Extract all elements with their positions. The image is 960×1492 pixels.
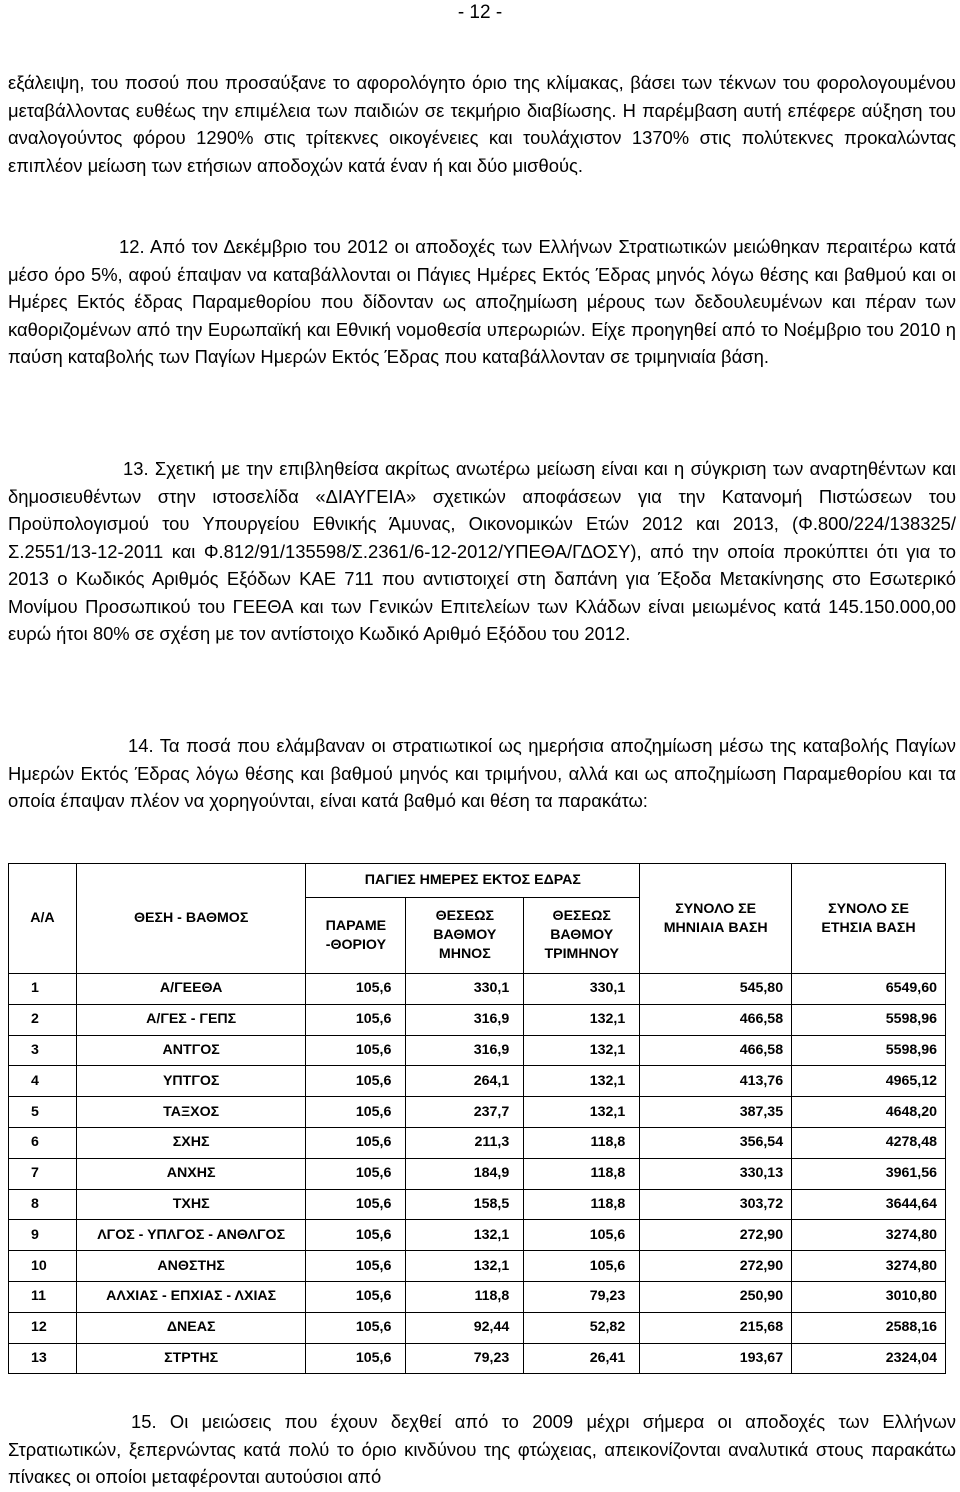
row-border: 105,6: [306, 1312, 406, 1343]
row-yearly-total: 4965,12: [792, 1066, 946, 1097]
row-monthly-total: 272,90: [640, 1220, 792, 1251]
row-yearly-total: 3274,80: [792, 1251, 946, 1282]
header-quarter: [524, 898, 640, 974]
table-row: [9, 1004, 946, 1035]
row-monthly-total: 466,58: [640, 1035, 792, 1066]
table-row: [9, 1066, 946, 1097]
row-number: 5: [9, 1097, 77, 1128]
row-monthly-total: 330,13: [640, 1158, 792, 1189]
header-monthly-total: [640, 864, 792, 974]
row-monthly-total: 215,68: [640, 1312, 792, 1343]
row-position: ΑΝΤΓΟΣ: [76, 1035, 306, 1066]
table-row: [9, 1035, 946, 1066]
header-fixed-days-group: ΠΑΓΙΕΣ ΗΜΕΡΕΣ ΕΚΤΟΣ ΕΔΡΑΣ: [306, 864, 640, 898]
page-number: - 12 -: [457, 2, 503, 23]
row-position: Α/ΓΕΕΘΑ: [76, 974, 306, 1005]
row-month: 264,1: [406, 1066, 524, 1097]
row-border: 105,6: [306, 1066, 406, 1097]
row-month: 330,1: [406, 974, 524, 1005]
row-month: 316,9: [406, 1035, 524, 1066]
row-monthly-total: 413,76: [640, 1066, 792, 1097]
table-row: [9, 1127, 946, 1158]
row-number: 4: [9, 1066, 77, 1097]
header-quarter-text: ΘΕΣΕΩΣ ΒΑΘΜΟΥ ΤΡΙΜΗΝΟΥ: [544, 908, 619, 962]
row-position: ΣΧΗΣ: [76, 1127, 306, 1158]
row-quarter: 132,1: [524, 1066, 640, 1097]
header-border: [306, 898, 406, 974]
row-border: 105,6: [306, 1127, 406, 1158]
table-row: [9, 1097, 946, 1128]
row-number: 12: [9, 1312, 77, 1343]
row-quarter: 79,23: [524, 1281, 640, 1312]
row-position: ΥΠΤΓΟΣ: [76, 1066, 306, 1097]
row-yearly-total: 3644,64: [792, 1189, 946, 1220]
row-quarter: 118,8: [524, 1189, 640, 1220]
row-month: 132,1: [406, 1251, 524, 1282]
row-yearly-total: 4648,20: [792, 1097, 946, 1128]
table-row: [9, 1343, 946, 1374]
row-month: 92,44: [406, 1312, 524, 1343]
paragraph-14: 14. Τα ποσά που ελάμβαναν οι στρατιωτικοί ως ημερήσια αποζημίωση μέσω της καταβολής Παγίων Ημερών Εκτός Έδρας λόγω θέσης και βαθμού μηνός και τριμήνου, αλλά και ως αποζημίωση Παραμεθορίου και τα οποία έπαψαν πλέον να χορηγούνται, είναι κατά βαθμό και θέση τα παρακάτω:: [8, 735, 956, 811]
header-position: ΘΕΣΗ - ΒΑΘΜΟΣ: [76, 864, 306, 974]
row-month: 79,23: [406, 1343, 524, 1374]
row-number: 2: [9, 1004, 77, 1035]
row-monthly-total: 387,35: [640, 1097, 792, 1128]
row-quarter: 105,6: [524, 1251, 640, 1282]
row-position: ΑΝΘΣΤΗΣ: [76, 1251, 306, 1282]
row-quarter: 52,82: [524, 1312, 640, 1343]
row-month: 118,8: [406, 1281, 524, 1312]
header-border-text: ΠΑΡΑΜΕ -ΘΟΡΙΟΥ: [325, 917, 387, 953]
header-monthly-total-text: ΣΥΝΟΛΟ ΣΕ ΜΗΝΙΑΙΑ ΒΑΣΗ: [663, 900, 768, 936]
row-position: ΑΛΧΙΑΣ - ΕΠΧΙΑΣ - ΛΧΙΑΣ: [76, 1281, 306, 1312]
row-border: 105,6: [306, 1220, 406, 1251]
row-month: 237,7: [406, 1097, 524, 1128]
header-aa: Α/Α: [9, 864, 77, 974]
row-quarter: 118,8: [524, 1127, 640, 1158]
table-row: [9, 1281, 946, 1312]
paragraph-continuation: εξάλειψη, του ποσού που προσαύξανε το αφορολόγητο όριο της κλίμακας, βάσει των τέκνων του φορολογουμένου μεταβάλλοντας ευθέως την επιμέλεια των παιδιών σε τεκμήριο διαβίωσης. Η παρέμβαση αυτή επέφερε αύξηση του αναλογούντος φόρου 1290% στις τρίτεκνες οικογένειες και τουλάχιστον 1370% στις πολύτεκνες προκαλώντας επιπλέον μείωση των ετήσιων αποδοχών κατά έναν ή και δύο μισθούς.: [8, 72, 956, 176]
paragraph-13: 13. Σχετική με την επιβληθείσα ακρίτως ανωτέρω μείωση είναι και η σύγκριση των αναρτηθέντων και δημοσιευθέντων στην ιστοσελίδα «ΔΙΑΥΓΕΙΑ» σχετικών αποφάσεων για την Κατανομή Πιστώσεων του Προϋπολογισμού του Υπουργείου Εθνικής Άμυνας, Οικονομικών Ετών 2012 και 2013, (Φ.800/224/138325/Σ.2551/13-12-2011 και Φ.812/91/135598/Σ.2361/6-12-2012/ΥΠΕΘΑ/ΓΔΟΣΥ), από την οποία προκύπτει ότι για το 2013 ο Κωδικός Αριθμός Εξόδων ΚΑΕ 711 που αντιστοιχεί στη δαπάνη για Έξοδα Μετακίνησης στο Εσωτερικό Μονίμου Προσωπικού του ΓΕΕΘΑ και των Γενικών Επιτελείων των Κλάδων είναι μειωμένος κατά 145.150.000,00 ευρώ ήτοι 80% σε σχέση με τον αντίστοιχο Κωδικό Αριθμό Εξόδου του 2012.: [8, 458, 956, 644]
row-month: 184,9: [406, 1158, 524, 1189]
row-quarter: 132,1: [524, 1035, 640, 1066]
row-yearly-total: 2588,16: [792, 1312, 946, 1343]
row-monthly-total: 466,58: [640, 1004, 792, 1035]
row-number: 1: [9, 974, 77, 1005]
row-border: 105,6: [306, 1251, 406, 1282]
header-month: [406, 898, 524, 974]
row-position: ΔΝΕΑΣ: [76, 1312, 306, 1343]
row-number: 3: [9, 1035, 77, 1066]
row-month: 132,1: [406, 1220, 524, 1251]
row-monthly-total: 545,80: [640, 974, 792, 1005]
row-border: 105,6: [306, 974, 406, 1005]
allowance-table: [8, 863, 946, 1374]
row-border: 105,6: [306, 1097, 406, 1128]
row-month: 211,3: [406, 1127, 524, 1158]
row-yearly-total: 2324,04: [792, 1343, 946, 1374]
row-yearly-total: 5598,96: [792, 1035, 946, 1066]
row-monthly-total: 193,67: [640, 1343, 792, 1374]
paragraph-12: 12. Από τον Δεκέμβριο του 2012 οι αποδοχές των Ελλήνων Στρατιωτικών μειώθηκαν περαιτέρω κατά μέσο όρο 5%, αφού έπαψαν να καταβάλλονται οι Πάγιες Ημέρες Εκτός Έδρας μηνός λόγω θέσης και βαθμού και οι Ημέρες Εκτός έδρας Παραμεθορίου που δίδονταν ως αποζημίωση μέρους των δεδουλευμένων και πέραν των καθοριζομένων από την Ευρωπαϊκή και Εθνική νομοθεσία υπερωριών. Είχε προηγηθεί από το Νοέμβριο του 2010 η παύση καταβολής των Παγίων Ημερών Εκτός Έδρας που καταβάλλονταν σε τριμηνιαία βάση.: [8, 236, 956, 367]
row-border: 105,6: [306, 1189, 406, 1220]
table-row: [9, 1312, 946, 1343]
header-yearly-total: [792, 864, 946, 974]
row-number: 7: [9, 1158, 77, 1189]
row-yearly-total: 3961,56: [792, 1158, 946, 1189]
row-position: ΑΝΧΗΣ: [76, 1158, 306, 1189]
row-border: 105,6: [306, 1004, 406, 1035]
row-border: 105,6: [306, 1158, 406, 1189]
row-monthly-total: 303,72: [640, 1189, 792, 1220]
row-number: 11: [9, 1281, 77, 1312]
row-quarter: 105,6: [524, 1220, 640, 1251]
row-yearly-total: 4278,48: [792, 1127, 946, 1158]
row-yearly-total: 3274,80: [792, 1220, 946, 1251]
row-month: 316,9: [406, 1004, 524, 1035]
row-border: 105,6: [306, 1035, 406, 1066]
row-position: ΣΤΡΤΗΣ: [76, 1343, 306, 1374]
row-position: Α/ΓΕΣ - ΓΕΠΣ: [76, 1004, 306, 1035]
row-quarter: 118,8: [524, 1158, 640, 1189]
paragraph-15: 15. Οι μειώσεις που έχουν δεχθεί από το 2009 μέχρι σήμερα οι αποδοχές των Ελλήνων Στρατιωτικών, ξεπερνώντας κατά πολύ το όριο κινδύνου της φτώχειας, απεικονίζονται αναλυτικά στους παρακάτω πίνακες οι οποίοι μεταφέρονται αυτούσιοι από: [8, 1411, 956, 1487]
row-yearly-total: 6549,60: [792, 974, 946, 1005]
table-row: [9, 974, 946, 1005]
row-monthly-total: 272,90: [640, 1251, 792, 1282]
row-quarter: 132,1: [524, 1004, 640, 1035]
row-month: 158,5: [406, 1189, 524, 1220]
row-quarter: 26,41: [524, 1343, 640, 1374]
row-number: 6: [9, 1127, 77, 1158]
row-yearly-total: 3010,80: [792, 1281, 946, 1312]
header-yearly-total-text: ΣΥΝΟΛΟ ΣΕ ΕΤΗΣΙΑ ΒΑΣΗ: [821, 900, 916, 936]
row-border: 105,6: [306, 1343, 406, 1374]
row-number: 9: [9, 1220, 77, 1251]
row-quarter: 132,1: [524, 1097, 640, 1128]
row-yearly-total: 5598,96: [792, 1004, 946, 1035]
table-row: [9, 1189, 946, 1220]
table-row: [9, 1251, 946, 1282]
row-position: ΛΓΟΣ - ΥΠΛΓΟΣ - ΑΝΘΛΓΟΣ: [76, 1220, 306, 1251]
row-number: 10: [9, 1251, 77, 1282]
table-row: [9, 1158, 946, 1189]
row-position: ΤΧΗΣ: [76, 1189, 306, 1220]
table-row: [9, 1220, 946, 1251]
row-number: 13: [9, 1343, 77, 1374]
row-position: ΤΑΞΧΟΣ: [76, 1097, 306, 1128]
row-border: 105,6: [306, 1281, 406, 1312]
header-month-text: ΘΕΣΕΩΣ ΒΑΘΜΟΥ ΜΗΝΟΣ: [433, 908, 497, 962]
row-quarter: 330,1: [524, 974, 640, 1005]
row-number: 8: [9, 1189, 77, 1220]
row-monthly-total: 356,54: [640, 1127, 792, 1158]
row-monthly-total: 250,90: [640, 1281, 792, 1312]
